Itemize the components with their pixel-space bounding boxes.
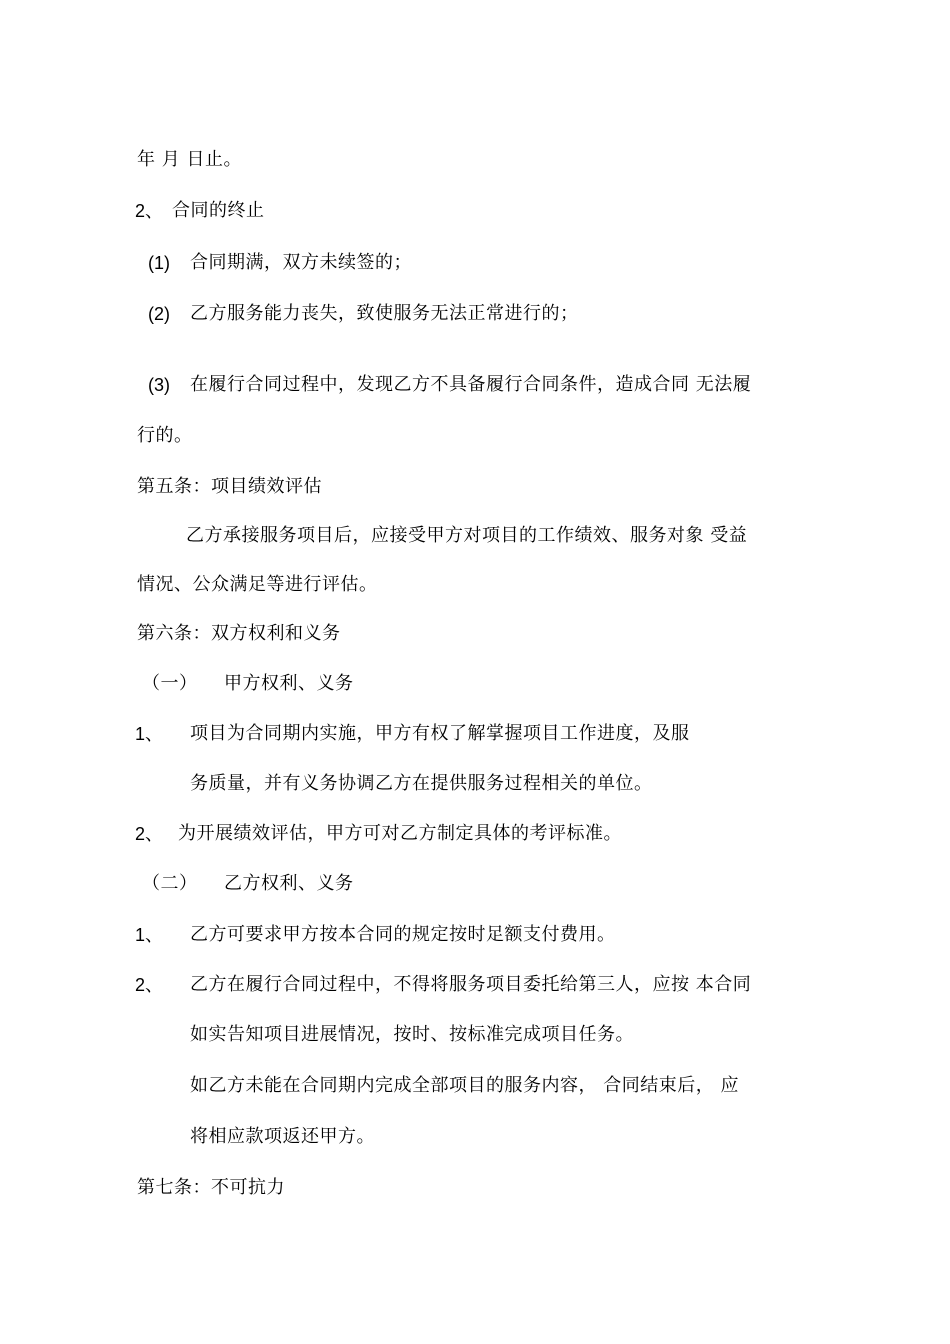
text-line: 情况、公众满足等进行评估。 [137,574,378,595]
section-heading: 合同的终止 [172,200,265,221]
list-marker: 1、 [135,925,164,945]
text-line: 如实告知项目进展情况，按时、按标准完成项目任务。 [190,1024,634,1045]
text-line: 乙方服务能力丧失，致使服务无法正常进行的； [190,303,579,324]
article-heading: 第五条：项目绩效评估 [137,476,322,497]
subsection-heading: 甲方权利、义务 [224,673,354,694]
text-line: 务质量，并有义务协调乙方在提供服务过程相关的单位。 [190,773,653,794]
list-marker: (1) [148,253,170,273]
list-marker: 2、 [135,201,164,221]
list-marker: (3) [148,375,170,395]
text-line: 合同期满，双方未续签的； [190,252,412,273]
text-line: 如乙方未能在合同期内完成全部项目的服务内容， 合同结束后， 应 [190,1075,739,1096]
article-heading: 第七条：不可抗力 [137,1177,285,1198]
list-marker: (2) [148,304,170,324]
text-line: 乙方可要求甲方按本合同的规定按时足额支付费用。 [190,924,616,945]
list-marker: 2、 [135,975,164,995]
text-line: 乙方在履行合同过程中，不得将服务项目委托给第三人，应按 本合同 [190,974,752,995]
list-marker: 1、 [135,724,164,744]
list-marker: （一） [142,673,198,694]
text-line: 在履行合同过程中，发现乙方不具备履行合同条件，造成合同 无法履 [190,374,752,395]
article-heading: 第六条：双方权利和义务 [137,623,341,644]
list-marker: 2、 [135,824,164,844]
text-line: 将相应款项返还甲方。 [190,1126,375,1147]
list-marker: （二） [142,873,198,894]
text-line: 行的。 [137,425,193,446]
text-line: 乙方承接服务项目后，应接受甲方对项目的工作绩效、服务对象 受益 [186,525,748,546]
text-line: 为开展绩效评估，甲方可对乙方制定具体的考评标准。 [178,823,622,844]
text-line: 年 月 日止。 [137,149,242,170]
subsection-heading: 乙方权利、义务 [224,873,354,894]
text-line: 项目为合同期内实施，甲方有权了解掌握项目工作进度，及服 [190,723,690,744]
